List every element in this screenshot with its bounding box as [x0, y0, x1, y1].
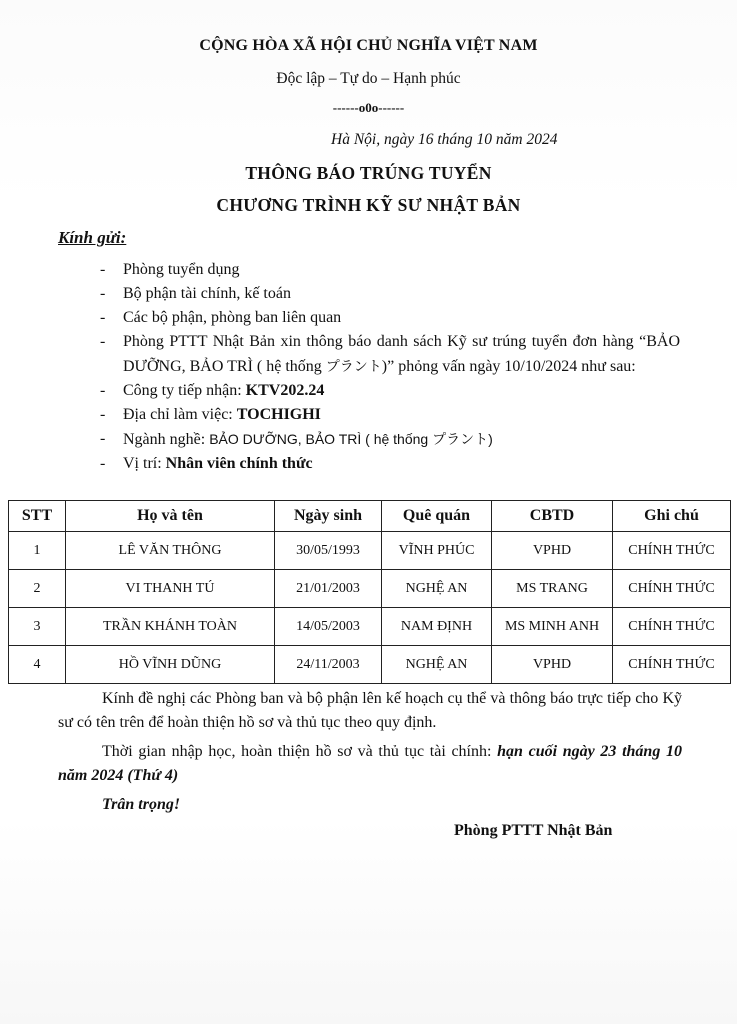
recipient-text: Các bộ phận, phòng ban liên quan [123, 309, 342, 326]
table-row [9, 608, 731, 646]
signoff-department: Phòng PTTT Nhật Bản [454, 822, 613, 839]
list-item [100, 403, 680, 427]
cell-birthdate: 21/01/2003 [275, 570, 382, 608]
address-label: Địa chỉ làm việc: [123, 406, 237, 423]
industry-tail: ) [488, 431, 493, 447]
cell-hometown: NGHỆ AN [382, 646, 492, 684]
national-title: CỘNG HÒA XÃ HỘI CHỦ NGHĨA VIỆT NAM [199, 37, 538, 54]
cell-birthdate: 14/05/2003 [275, 608, 382, 646]
bullet-dash: - [100, 309, 106, 326]
list-item [100, 258, 680, 282]
recipient-text: Bộ phận tài chính, kế toán [123, 285, 291, 302]
bullet-dash: - [100, 430, 106, 447]
request-paragraph: Kính đề nghị các Phòng ban và bộ phận lên kế hoạch cụ thể và thông báo trực tiếp cho Kỹ sư có tên trên để hoàn thiện hồ sơ và thủ tục theo quy định. [58, 690, 682, 731]
cell-note: CHÍNH THỨC [613, 646, 731, 684]
industry-label: Ngành nghề: [123, 431, 210, 448]
cell-note: CHÍNH THỨC [613, 570, 731, 608]
cell-birthdate: 24/11/2003 [275, 646, 382, 684]
cell-cbtd: VPHD [492, 532, 613, 570]
column-header-cbtd: CBTD [492, 501, 613, 532]
greeting: Kính gửi: [58, 228, 127, 247]
japanese-term: プラント [432, 431, 489, 447]
recipient-text: Phòng tuyển dụng [123, 261, 240, 278]
cell-cbtd: VPHD [492, 646, 613, 684]
list-item [100, 379, 680, 403]
cell-note: CHÍNH THỨC [613, 532, 731, 570]
cell-stt: 2 [9, 570, 66, 608]
table-header-row [9, 501, 731, 532]
list-item [100, 452, 680, 476]
cell-cbtd: MS MINH ANH [492, 608, 613, 646]
cell-name: HỒ VĨNH DŨNG [66, 646, 275, 684]
announcement-lead: Phòng PTTT Nhật Bản xin thông báo danh sách Kỹ sư trúng tuyển đơn hàng “BẢO DƯỠNG, BẢO TRÌ ( hệ thống [123, 333, 680, 375]
bullet-dash: - [100, 285, 106, 302]
cell-note: CHÍNH THỨC [613, 608, 731, 646]
cell-hometown: NAM ĐỊNH [382, 608, 492, 646]
table-row [9, 646, 731, 684]
table-row [9, 570, 731, 608]
list-item [100, 282, 680, 306]
cell-hometown: NGHỆ AN [382, 570, 492, 608]
position-label: Vị trí: [123, 455, 166, 472]
document-title: THÔNG BÁO TRÚNG TUYỂN [245, 163, 492, 183]
bullet-dash: - [100, 261, 106, 278]
document-subtitle: CHƯƠNG TRÌNH KỸ SƯ NHẬT BẢN [216, 195, 521, 215]
column-header-note: Ghi chú [613, 501, 731, 532]
column-header-name: Họ và tên [66, 501, 275, 532]
table-row [9, 532, 731, 570]
announcement-text [123, 330, 680, 379]
list-item [100, 306, 680, 330]
list-item [100, 427, 680, 452]
column-header-birthdate: Ngày sinh [275, 501, 382, 532]
cell-name: TRẦN KHÁNH TOÀN [66, 608, 275, 646]
cell-stt: 3 [9, 608, 66, 646]
column-header-hometown: Quê quán [382, 501, 492, 532]
deadline-lead: Thời gian nhập học, hoàn thiện hồ sơ và thủ tục tài chính: [102, 743, 498, 760]
deadline-paragraph [58, 740, 682, 788]
company-value: KTV202.24 [245, 382, 325, 399]
cell-stt: 4 [9, 646, 66, 684]
bullet-dash: - [100, 406, 106, 423]
column-header-stt: STT [9, 501, 66, 532]
list-item [100, 330, 680, 379]
candidate-table [8, 500, 731, 684]
address-value: TOCHIGHI [236, 406, 321, 423]
cell-stt: 1 [9, 532, 66, 570]
cell-cbtd: MS TRANG [492, 570, 613, 608]
closing-regards: Trân trọng! [102, 796, 181, 813]
industry-value: BẢO DƯỠNG, BẢO TRÌ ( hệ thống [209, 431, 433, 447]
cell-hometown: VĨNH PHÚC [382, 532, 492, 570]
deadline-date: hạn cuối ngày 23 tháng 10 năm 2024 (Thứ 4) [58, 743, 683, 784]
bullet-dash: - [100, 382, 106, 399]
japanese-term: プラント [325, 358, 382, 374]
position-value: Nhân viên chính thức [165, 455, 313, 472]
bullet-dash: - [100, 455, 106, 472]
recipient-list [100, 258, 680, 476]
announcement-tail: )” phỏng vấn ngày 10/10/2024 như sau: [381, 358, 636, 375]
document-date: Hà Nội, ngày 16 tháng 10 năm 2024 [331, 131, 558, 148]
national-motto: Độc lập – Tự do – Hạnh phúc [276, 70, 461, 87]
header-divider: ------o0o------ [332, 100, 405, 115]
cell-birthdate: 30/05/1993 [275, 532, 382, 570]
cell-name: LÊ VĂN THÔNG [66, 532, 275, 570]
cell-name: VI THANH TÚ [66, 570, 275, 608]
bullet-dash: - [100, 333, 106, 350]
company-label: Công ty tiếp nhận: [123, 382, 246, 399]
